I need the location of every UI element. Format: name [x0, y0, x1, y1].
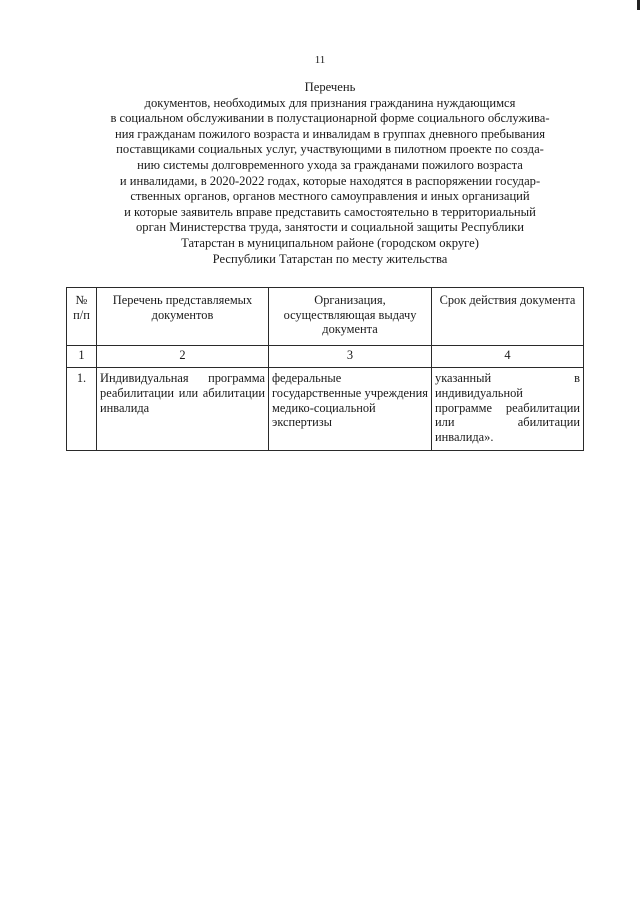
- row-organization: федеральные государственные учреждения медико-социальной экспертизы: [269, 368, 432, 451]
- heading-line: ственных органов, органов местного самоуправления и иных организаций: [130, 189, 530, 204]
- header-number: № п/п: [67, 288, 97, 346]
- row-validity: указанный в индивидуальной программе реабилитации или абилитации инвалида».: [432, 368, 584, 451]
- heading-line: и которые заявитель вправе представить самостоятельно в территориальный: [124, 204, 536, 219]
- table-header-row: [67, 288, 584, 346]
- heading-line: орган Министерства труда, занятости и социальной защиты Республики: [135, 220, 525, 235]
- heading-line: Татарстан в муниципальном районе (городском округе): [181, 235, 479, 250]
- heading-line: поставщиками социальных услуг, участвующими в пилотном проекте по созда-: [116, 142, 544, 157]
- heading-line: документов, необходимых для признания гражданина нуждающимся: [144, 95, 516, 110]
- column-number: 1: [67, 345, 97, 368]
- row-document: Индивидуальная программа реабилитации или абилитации инвалида: [97, 368, 269, 451]
- heading-line: ния гражданам пожилого возраста и инвалидам в группах дневного пребывания: [114, 126, 545, 141]
- row-number: 1.: [67, 368, 97, 451]
- table-row: [67, 368, 584, 451]
- page-number: 11: [314, 54, 326, 66]
- header-documents: Перечень представляемых документов: [97, 288, 269, 346]
- heading-line: Республики Татарстан по месту жительства: [212, 251, 448, 266]
- column-number: 3: [269, 345, 432, 368]
- column-number-row: [67, 345, 584, 368]
- heading-title: Перечень: [304, 80, 356, 94]
- column-number: 2: [97, 345, 269, 368]
- heading-line: в социальном обслуживании в полустационарной форме социального обслужива-: [110, 111, 550, 126]
- document-heading: [60, 80, 600, 267]
- header-validity: Срок действия документа: [432, 288, 584, 346]
- documents-table: [66, 287, 584, 451]
- column-number: 4: [432, 345, 584, 368]
- heading-line: нию системы долговременного ухода за гражданами пожилого возраста: [137, 157, 523, 172]
- header-organization: Организация, осуществляющая выдачу документа: [269, 288, 432, 346]
- heading-line: и инвалидами, в 2020-2022 годах, которые находятся в распоряжении государ-: [119, 173, 541, 188]
